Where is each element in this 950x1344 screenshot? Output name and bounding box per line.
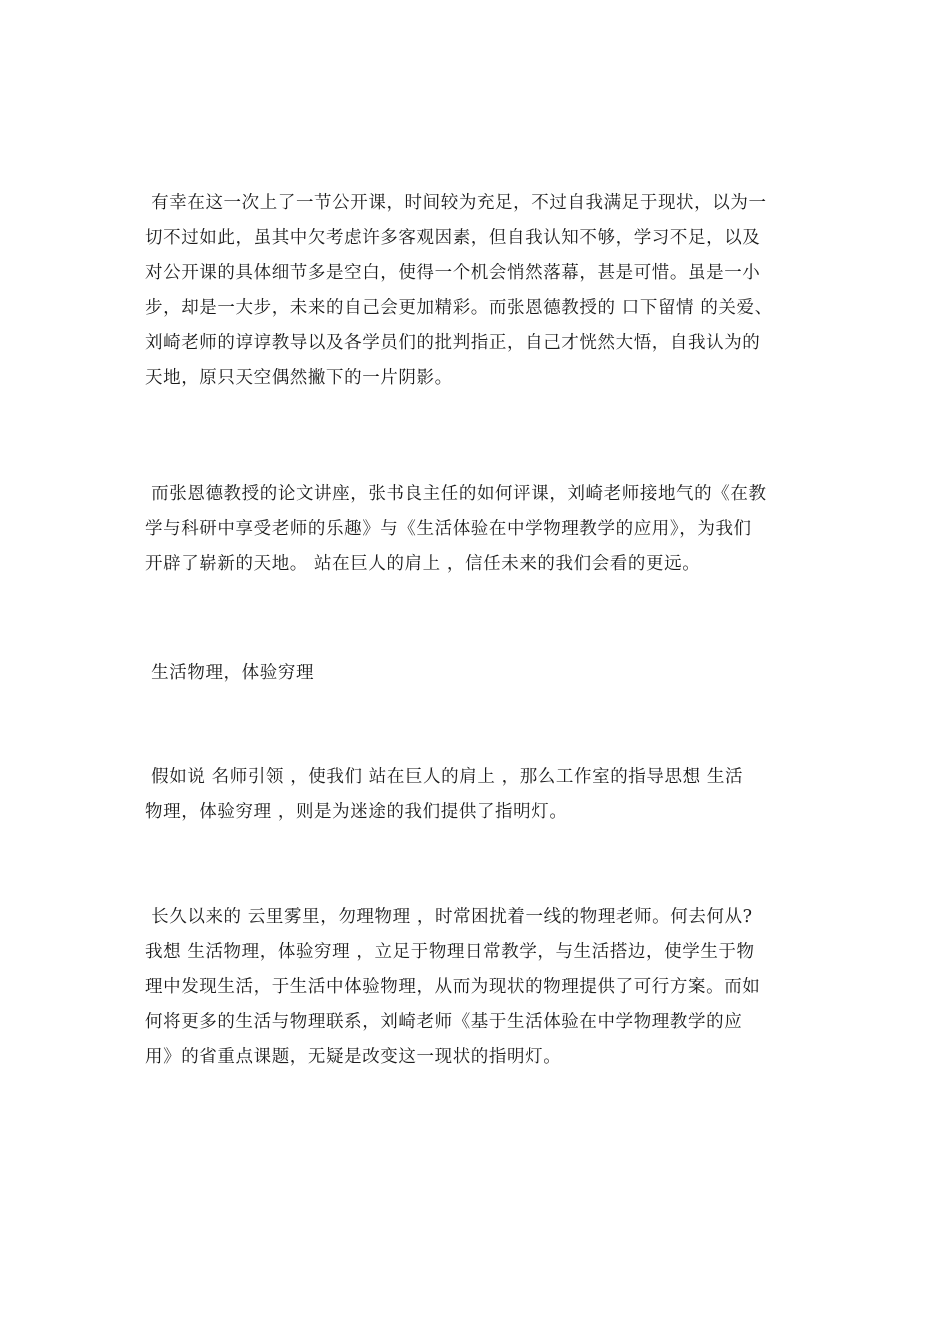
paragraph-public-lesson-reflection xyxy=(145,186,815,396)
text-line: 何将更多的生活与物理联系，刘崎老师《基于生活体验在中学物理教学的应 xyxy=(145,1012,743,1032)
section-heading xyxy=(145,656,815,691)
text-line: 假如说 名师引领 ，使我们 站在巨人的肩上 ，那么工作室的指导思想 生活 xyxy=(145,767,744,787)
paragraph-lectures xyxy=(145,477,815,582)
text-line: 对公开课的具体细节多是空白，使得一个机会悄然落幕，甚是可惜。虽是一小 xyxy=(145,263,761,283)
text-line: 用》的省重点课题，无疑是改变这一现状的指明灯。 xyxy=(145,1047,562,1067)
paragraph-guiding-thought xyxy=(145,760,815,830)
text-line: 我想 生活物理，体验穷理 ，立足于物理日常教学，与生活搭边，使学生于物 xyxy=(145,942,755,962)
text-line: 而张恩德教授的论文讲座，张书良主任的如何评课，刘崎老师接地气的《在教 xyxy=(145,484,767,504)
heading-line: 生活物理，体验穷理 xyxy=(145,663,315,683)
text-line: 开辟了崭新的天地。 站在巨人的肩上 ，信任未来的我们会看的更远。 xyxy=(145,554,701,574)
text-line: 刘崎老师的谆谆教导以及各学员们的批判指正，自己才恍然大悟，自我认为的 xyxy=(145,333,761,353)
text-line: 切不过如此，虽其中欠考虑许多客观因素，但自我认知不够，学习不足，以及 xyxy=(145,228,761,248)
text-line: 物理，体验穷理 ，则是为迷途的我们提供了指明灯。 xyxy=(145,802,568,822)
text-line: 有幸在这一次上了一节公开课，时间较为充足，不过自我满足于现状，以为一 xyxy=(145,193,767,213)
text-line: 理中发现生活，于生活中体验物理，从而为现状的物理提供了可行方案。而如 xyxy=(145,977,761,997)
text-line: 长久以来的 云里雾里，勿理物理 ，时常困扰着一线的物理老师。何去何从? xyxy=(145,907,753,927)
paragraph-life-physics xyxy=(145,900,815,1075)
text-line: 天地，原只天空偶然撇下的一片阴影。 xyxy=(145,368,453,388)
text-line: 步，却是一大步，未来的自己会更加精彩。而张恩德教授的 口下留情 的关爱、 xyxy=(145,298,773,318)
text-line: 学与科研中享受老师的乐趣》与《生活体验在中学物理教学的应用》，为我们 xyxy=(145,519,752,539)
